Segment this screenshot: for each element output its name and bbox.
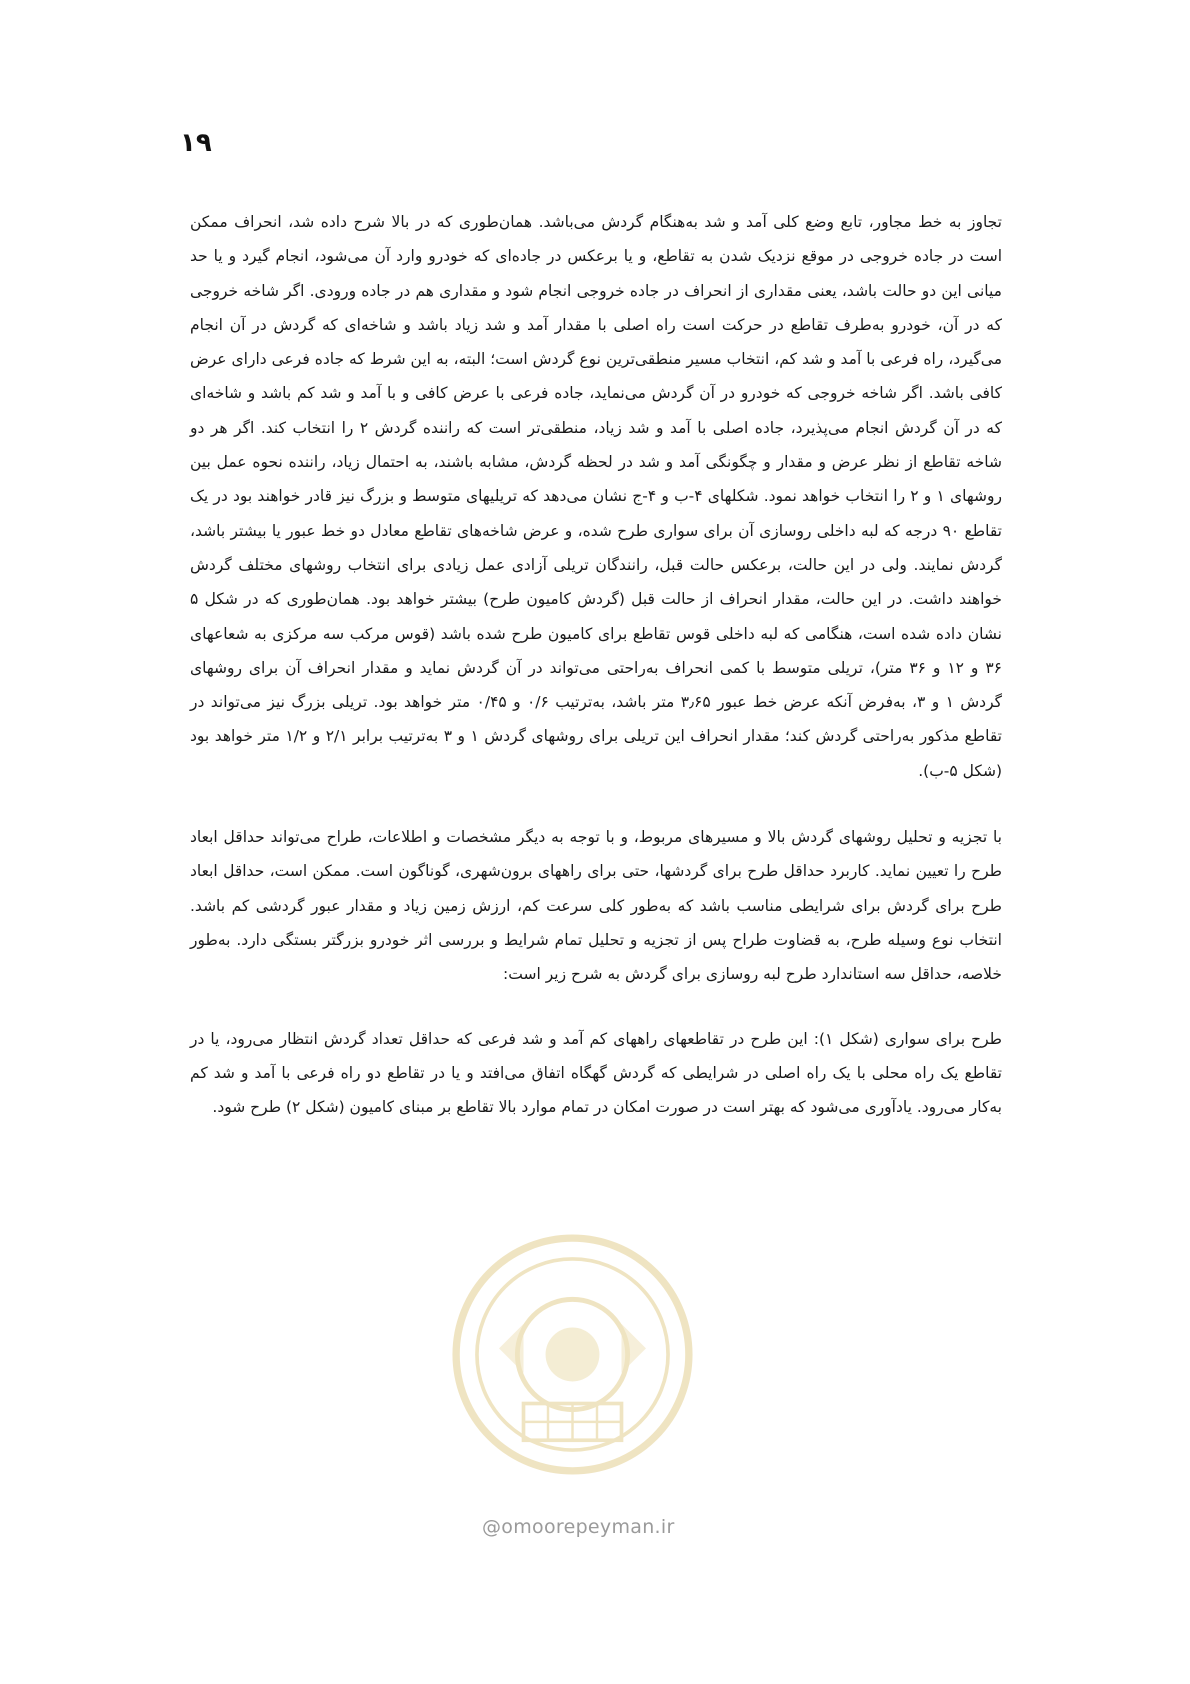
- watermark-seal-icon: [450, 1232, 695, 1477]
- paragraph-turning-methods: تجاوز به خط مجاور، تابع وضع کلی آمد و شد به‌هنگام گردش می‌باشد. همان‌طوری که در بالا شرح داده شد، انحراف ممکن است در جاده خروجی در موقع نزدیک شدن به تقاطع، و یا برعکس در جاده‌ای که خودرو وارد آن می‌شود، انجام گیرد و یا حد میانی این دو حالت باشد، یعنی مقداری از انحراف در جاده خروجی انجام شود و مقداری هم در جاده ورودی. اگر شاخه خروجی که در آن، خودرو به‌طرف تقاطع در حرکت است راه اصلی با مقدار آمد و شد زیاد باشد و شاخه‌ای که گردش در آن انجام می‌گیرد، راه فرعی با آمد و شد کم، انتخاب مسیر منطقی‌ترین نوع گردش است؛ البته، به این شرط که جاده فرعی دارای عرض کافی باشد. اگر شاخه خروجی که خودرو در آن گردش می‌نماید، جاده فرعی با عرض کافی و با آمد و شد کم باشد و شاخه‌ای که در آن گردش انجام می‌پذیرد، جاده اصلی با آمد و شد زیاد، منطقی‌تر است که راننده گردش ۲ را انتخاب کند. اگر هر دو شاخه تقاطع از نظر عرض و مقدار و چگونگی آمد و شد در لحظه گردش، مشابه باشند، به احتمال زیاد، راننده نحوه عمل بین روشهای ۱ و ۲ را انتخاب خواهد نمود. شکلهای ۴-ب و ۴-ج نشان می‌دهد که تریلیهای متوسط و بزرگ نیز قادر خواهند بود در یک تقاطع ۹۰ درجه که لبه داخلی روسازی آن برای سواری طرح شده، و عرض شاخه‌های تقاطع معادل دو خط عبور یا بیشتر باشد، گردش نمایند. ولی در این حالت، برعکس حالت قبل، رانندگان تریلی آزادی عمل زیادی برای انتخاب روشهای مختلف گردش خواهند داشت. در این حالت، مقدار انحراف از حالت قبل (گردش کامیون طرح) بیشتر خواهد بود. همان‌طوری که در شکل ۵ نشان داده شده است، هنگامی که لبه داخلی قوس تقاطع برای کامیون طرح شده باشد (قوس مرکب سه مرکزی به شعاعهای ۳۶ و ۱۲ و ۳۶ متر)، تریلی متوسط با کمی انحراف به‌راحتی می‌تواند در آن گردش نماید و مقدار انحراف آن برای روشهای گردش ۱ و ۳، به‌فرض آنکه عرض خط عبور ۳٫۶۵ متر باشد، به‌ترتیب ۰/۶ و ۰/۴۵ متر خواهد بود. تریلی بزرگ نیز می‌تواند در تقاطع مذکور به‌راحتی گردش کند؛ مقدار انحراف این تریلی برای روشهای گردش ۱ و ۳ به‌ترتیب برابر ۲/۱ و ۱/۲ متر خواهد بود (شکل ۵-ب).: [190, 213, 1003, 780]
- paragraph-passenger-car-design: طرح برای سواری (شکل ۱): این طرح در تقاطعهای راههای کم آمد و شد فرعی که حداقل تعداد گردش انتظار می‌رود، یا در تقاطع یک راه محلی با یک راه اصلی در شرایطی که گردش گهگاه اتفاق می‌افتد و یا در تقاطع دو راه فرعی با آمد و شد کم به‌کار می‌رود. یادآوری می‌شود که بهتر است در صورت امکان در تمام موارد بالا تقاطع بر مبنای کامیون (شکل ۲) طرح شود.: [190, 1029, 1002, 1117]
- watermark-text: @omoorepeyman.ir: [482, 1516, 675, 1538]
- paragraph-design-analysis: با تجزیه و تحلیل روشهای گردش بالا و مسیرهای مربوط، و با توجه به دیگر مشخصات و اطلاعات، طراح می‌تواند حداقل ابعاد طرح را تعیین نماید. کاربرد حداقل طرح برای گردشها، حتی برای راههای برون‌شهری، گوناگون است. ممکن است، حداقل ابعاد طرح برای گردش برای شرایطی مناسب باشد که به‌طور کلی سرعت کم، ارزش زمین زیاد و مقدار عبور گردشی کم باشد. انتخاب نوع وسیله طرح، به قضاوت طراح پس از تجزیه و تحلیل تمام شرایط و بررسی اثر خودرو بزرگتر بستگی دارد. به‌طور خلاصه، حداقل سه استاندارد طرح لبه روسازی برای گردش به شرح زیر است:: [190, 828, 1002, 984]
- document-body: [190, 205, 1002, 1124]
- page-number: ۱۹: [180, 128, 212, 158]
